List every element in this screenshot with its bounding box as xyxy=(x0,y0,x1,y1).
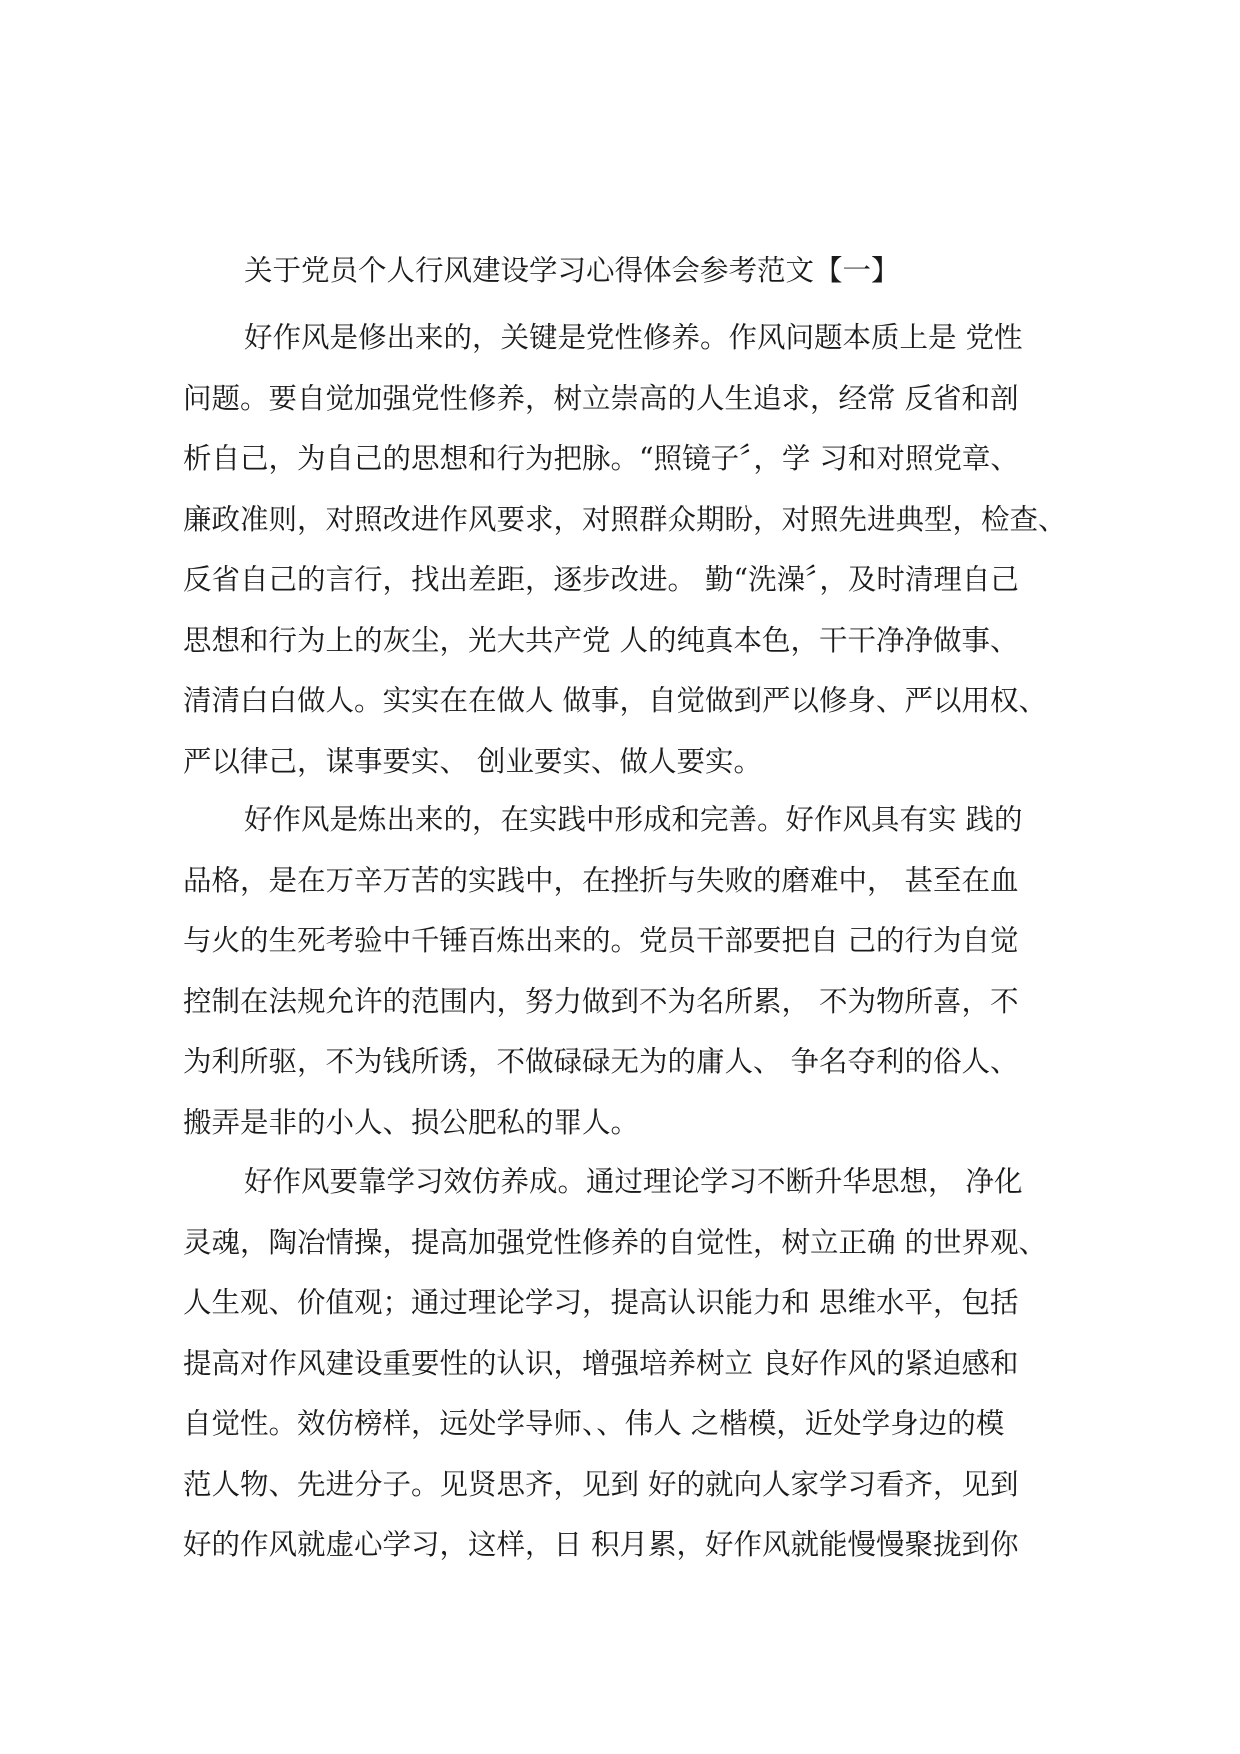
paragraph-line: 廉政准则，对照改进作风要求，对照群众期盼，对照先进典型，检查、 xyxy=(183,502,1067,536)
paragraph-line: 析自己，为自己的思想和行为把脉。“照镜子〞，学 习和对照党章、 xyxy=(183,442,1019,475)
paragraph-line: 搬弄是非的小人、损公肥私的罪人。 xyxy=(183,1105,640,1139)
paragraph-2 xyxy=(183,790,1063,1153)
paragraph-line: 与火的生死考验中千锤百炼出来的。党员干部要把自 己的行为自觉 xyxy=(183,924,1019,957)
paragraph-line: 问题。要自觉加强党性修养，树立崇高的人生追求，经常 反省和剖 xyxy=(183,381,1019,415)
paragraph-3 xyxy=(183,1152,1063,1576)
paragraph-line: 人生观、价值观；通过理论学习，提高认识能力和 思维水平，包括 xyxy=(183,1286,1019,1319)
paragraph-line: 自觉性。效仿榜样，远处学导师、、伟人 之楷模，近处学身边的模 xyxy=(183,1407,1005,1440)
paragraph-line: 好作风是炼出来的，在实践中形成和完善。好作风具有实 践的 xyxy=(244,803,1023,836)
paragraph-line: 思想和行为上的灰尘，光大共产党 人的纯真本色，干干净净做事、 xyxy=(183,623,1019,657)
paragraph-line: 好作风要靠学习效仿养成。通过理论学习不断升华思想， 净化 xyxy=(244,1165,1023,1198)
paragraph-line: 反省自己的言行，找出差距，逐步改进。 勤“洗澡〞，及时清理自己 xyxy=(183,563,1019,596)
paragraph-1 xyxy=(183,308,1067,792)
paragraph-line: 提高对作风建设重要性的认识，增强培养树立 良好作风的紧迫感和 xyxy=(183,1346,1019,1380)
paragraph-line: 为利所驱，不为钱所诱，不做碌碌无为的庸人、 争名夺利的俗人、 xyxy=(183,1045,1019,1078)
document-title: 关于党员个人行风建设学习心得体会参考范文【一】 xyxy=(244,254,900,287)
paragraph-line: 范人物、先进分子。见贤思齐，见到 好的就向人家学习看齐，见到 xyxy=(183,1467,1019,1501)
paragraph-line: 好作风是修出来的，关键是党性修养。作风问题本质上是 党性 xyxy=(244,321,1023,354)
paragraph-line: 控制在法规允许的范围内，努力做到不为名所累， 不为物所喜，不 xyxy=(183,984,1019,1018)
paragraph-line: 好的作风就虚心学习，这样，日 积月累，好作风就能慢慢聚拢到你 xyxy=(183,1528,1019,1561)
paragraph-line: 灵魂，陶冶情操，提高加强党性修养的自觉性，树立正确 的世界观、 xyxy=(183,1225,1048,1259)
paragraph-line: 品格，是在万辛万苦的实践中，在挫折与失败的磨难中， 甚至在血 xyxy=(183,863,1019,897)
paragraph-line: 清清白白做人。实实在在做人 做事，自觉做到严以修身、严以用权、 xyxy=(183,684,1048,717)
paragraph-line: 严以律己，谋事要实、 创业要实、做人要实。 xyxy=(183,744,763,778)
